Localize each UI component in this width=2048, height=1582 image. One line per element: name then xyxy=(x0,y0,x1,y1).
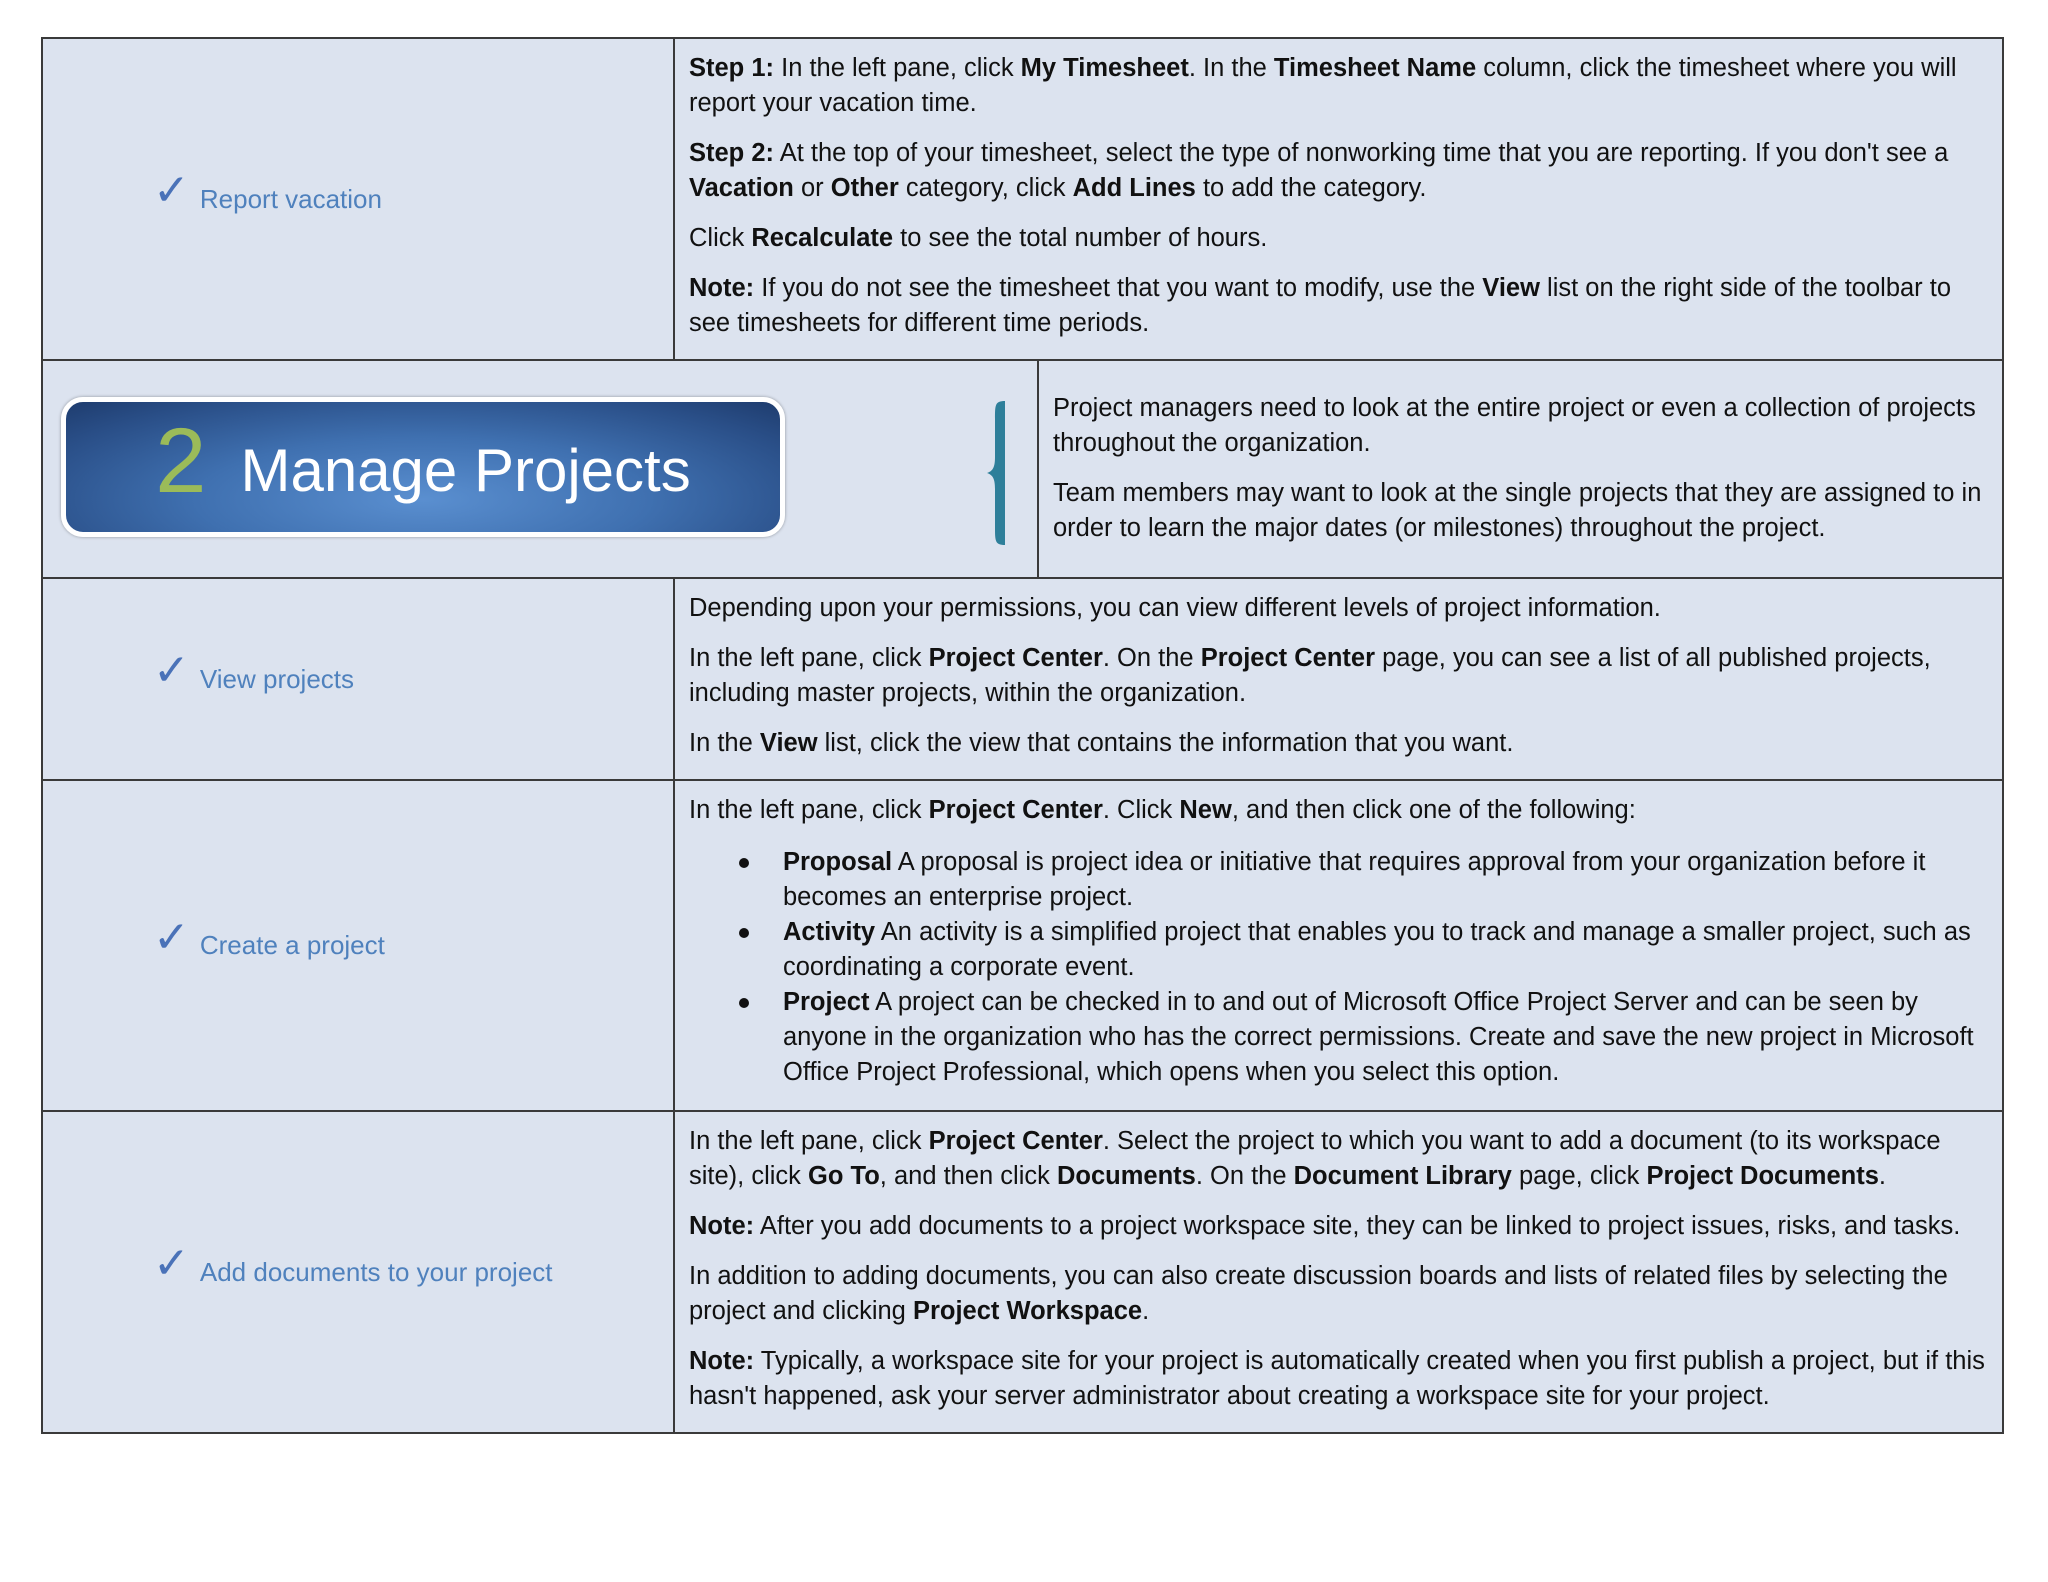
paragraph: Depending upon your permissions, you can view different levels of project information. xyxy=(689,594,1661,622)
checkmark-icon: ✓ xyxy=(153,912,190,962)
row-add-documents xyxy=(43,1112,2002,1432)
checkmark-icon: ✓ xyxy=(153,646,190,695)
row-view-projects xyxy=(43,579,2002,781)
note: Note: After you add documents to a project workspace site, they can be linked to project issues, risks, and tasks. xyxy=(689,1212,1961,1240)
note: Note: Typically, a workspace site for your project is automatically created when you first publish a project, but if this hasn't happened, ask your server administrator about creating a workspace site for your project. xyxy=(689,1347,1985,1410)
instructions-cell xyxy=(675,781,2002,1110)
row-report-vacation xyxy=(43,39,2002,361)
section-intro-cell xyxy=(1039,361,2002,577)
note: Note: If you do not see the timesheet that you want to modify, use the View list on the right side of the toolbar to see timesheets for different time periods. xyxy=(689,274,1952,337)
paragraph: In the left pane, click Project Center. On the Project Center page, you can see a list of all published projects, including master projects, within the organization. xyxy=(689,644,1931,707)
checkmark-icon: ✓ xyxy=(153,1239,190,1288)
task-cell xyxy=(43,1112,675,1432)
instruction-table xyxy=(41,37,2004,1434)
section-banner xyxy=(61,397,785,537)
section-banner-cell xyxy=(43,361,1039,577)
option-list xyxy=(689,845,1988,1090)
instructions-cell xyxy=(675,39,2002,359)
instructions-cell xyxy=(675,579,2002,779)
list-item: Proposal A proposal is project idea or initiative that requires approval from your organization before it becomes an enterprise project. xyxy=(783,845,1988,915)
task-cell xyxy=(43,39,675,359)
row-create-project xyxy=(43,781,2002,1112)
section-header-row xyxy=(43,361,2002,579)
left-brace-icon xyxy=(987,399,1007,547)
intro-paragraph-2: Team members may want to look at the single projects that they are assigned to in order to learn the major dates (or milestones) throughout the project. xyxy=(1053,479,1982,542)
recalculate-text: Click Recalculate to see the total number of hours. xyxy=(689,224,1268,252)
list-item: Activity An activity is a simplified project that enables you to track and manage a smaller project, such as coordinating a corporate event. xyxy=(783,915,1988,985)
task-cell xyxy=(43,579,675,779)
list-item: Project A project can be checked in to and out of Microsoft Office Project Server and can be seen by anyone in the organization who has the correct permissions. Create and save the new project in Microsoft Office Project Professional, which opens when you select this option. xyxy=(783,985,1988,1090)
paragraph: In addition to adding documents, you can also create discussion boards and lists of related files by selecting the project and clicking Project Workspace. xyxy=(689,1262,1948,1325)
task-label: Report vacation xyxy=(199,183,382,214)
step-2: Step 2: At the top of your timesheet, select the type of nonworking time that you are reporting. If you don't see a Vacation or Other category, click Add Lines to add the category. xyxy=(689,139,1949,202)
paragraph: In the View list, click the view that contains the information that you want. xyxy=(689,729,1514,757)
step-1: Step 1: In the left pane, click My Timesheet. In the Timesheet Name column, click the timesheet where you will report your vacation time. xyxy=(689,54,1957,117)
task-label: Add documents to your project xyxy=(199,1256,553,1287)
section-number: 2 xyxy=(155,410,207,512)
checkmark-icon: ✓ xyxy=(153,166,190,215)
section-title: Manage Projects xyxy=(240,437,691,504)
task-label: Create a project xyxy=(199,930,385,960)
intro-paragraph-1: Project managers need to look at the entire project or even a collection of projects throughout the organization. xyxy=(1053,394,1976,457)
paragraph: In the left pane, click Project Center. Click New, and then click one of the following: xyxy=(689,796,1636,824)
task-cell xyxy=(43,781,675,1110)
task-label: View projects xyxy=(199,663,355,694)
paragraph: In the left pane, click Project Center. Select the project to which you want to add a document (to its workspace site), click Go To, and then click Documents. On the Document Library page, click Project Documents. xyxy=(689,1127,1941,1190)
instructions-cell xyxy=(675,1112,2002,1432)
